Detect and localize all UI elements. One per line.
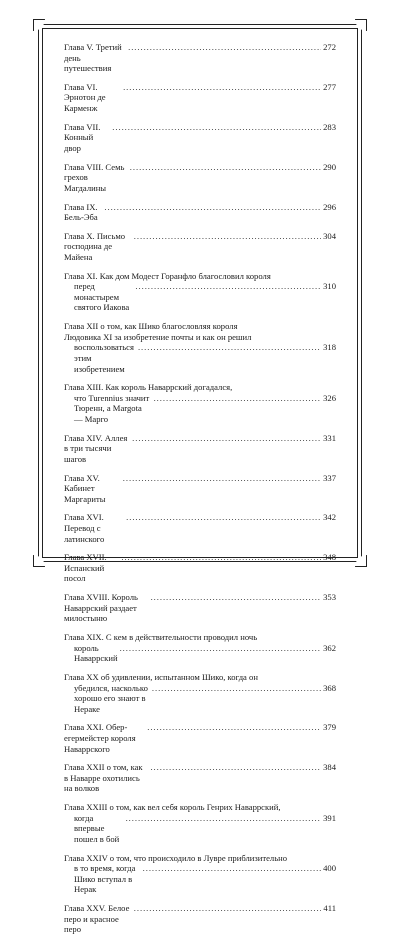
toc-entry[interactable] [64,802,336,844]
toc-page-number: 310 [323,281,336,292]
toc-entry-title-line: Глава XXV. Белое перо и красное перо [64,903,130,935]
toc-entry[interactable] [64,632,336,664]
toc-entry[interactable] [64,853,336,895]
toc-page-number: 304 [323,230,336,241]
toc-entry-title-line: когда впервые пошел в бой [74,812,120,844]
toc-page-number: 296 [323,201,336,212]
dot-leader [128,42,321,53]
toc-entry-title-line: Глава XXII о том, как в Наварре охотились на волков [64,762,143,794]
toc-page-number: 272 [323,42,336,52]
toc-entry-title-line: Глава XVII. Испанский посол [64,552,107,584]
toc-page-number: 348 [323,552,336,563]
toc-entry[interactable] [64,552,336,584]
dot-leader [104,202,321,213]
toc-entry-title-line: Глава XV. Кабинет Маргариты [64,472,106,504]
toc-entry-title-line: Людовика XI за изобретение почты и как он решил [64,331,252,342]
table-of-contents [64,42,336,943]
toc-entry[interactable] [64,382,336,424]
toc-entry-title-line: Глава XXIII о том, как вел себя король Генрих Наваррский, [64,802,281,813]
toc-entry-title-line: король Наваррский [74,642,118,664]
toc-entry-title-line: Глава XI. Как дом Модест Горанфло благословил короля [64,270,271,281]
toc-entry-title-line: Глава VI. Эрнотон де Карменж [64,81,106,114]
dot-leader [134,903,322,914]
toc-entry-title-line: Глава V. Третий день путешествия [64,42,122,74]
toc-entry[interactable] [64,512,336,544]
toc-entry-title-line: что Turennius значит Тюренн, а Margota — Марго [74,392,150,424]
toc-page-number: 411 [323,903,336,914]
toc-page-number: 290 [323,161,336,172]
toc-entry[interactable] [64,903,336,935]
toc-page-number: 362 [323,642,336,653]
toc-entry[interactable] [64,762,336,794]
toc-entry[interactable] [64,82,336,114]
toc-page-number: 326 [323,392,336,403]
dot-leader [132,433,321,444]
dot-leader [152,683,321,694]
dot-leader [123,82,321,93]
dot-leader [134,231,321,242]
toc-entry[interactable] [64,122,336,154]
toc-entry-title-line: Глава XVIII. Король Наваррский раздает милостыню [64,592,138,624]
toc-entry-title-line: Глава XII о том, как Шико благословляя короля [64,321,238,332]
toc-entry[interactable] [64,42,336,74]
dot-leader [143,863,321,874]
toc-entry-title-line: Глава XVI. Перевод с латинского [64,512,105,544]
toc-page-number: 368 [323,682,336,693]
dot-leader [126,512,321,523]
dot-leader [150,762,321,773]
toc-entry[interactable] [64,162,336,194]
toc-entry[interactable] [64,202,336,223]
toc-entry-title-line: Глава XIX. С кем в действительности проводил ночь [64,632,258,643]
dot-leader [120,643,322,654]
toc-entry[interactable] [64,592,336,624]
toc-entry[interactable] [64,672,336,714]
dot-leader [112,122,321,133]
toc-entry-title-line: перед монастырем святого Иакова [74,281,130,313]
toc-entry[interactable] [64,722,336,754]
toc-entry-title-line: Глава VIII. Семь грехов Магдалины [64,161,125,193]
toc-page-number: 400 [323,863,336,874]
toc-page-number: 384 [323,762,336,773]
toc-entry-title-line: в то время, когда Шико вступал в Нерак [74,863,136,895]
toc-page-number: 337 [323,472,336,483]
toc-page-number: 353 [323,592,336,603]
toc-entry-title-line: Глава XXIV о том, что происходило в Лувре приблизительно [64,852,288,863]
toc-page-number: 283 [323,121,336,132]
dot-leader [147,722,321,733]
dot-leader [121,552,321,563]
dot-leader [123,473,321,484]
toc-entry-title-line: Глава IX. Бель-Эба [64,201,98,223]
toc-entry-title-line: Глава XIV. Аллея в три тысячи шагов [64,432,128,464]
dot-leader [135,281,321,292]
toc-entry-title-line: Глава XX об удивлении, испытанном Шико, когда он [64,671,258,682]
toc-entry-title-line: Глава XIII. Как король Наваррский догадался, [64,382,233,393]
toc-page-number: 331 [323,432,336,443]
toc-entry-title-line: Глава X. Письмо господина де Майена [64,230,126,262]
dot-leader [126,813,322,824]
toc-page-number: 379 [323,722,336,733]
toc-entry[interactable] [64,271,336,313]
dot-leader [138,342,321,353]
toc-entry[interactable] [64,473,336,505]
toc-entry[interactable] [64,231,336,263]
toc-entry-title-line: Глава XXI. Обер-егермейстер короля Наваррского [64,722,136,754]
dot-leader [151,592,322,603]
toc-page-number: 391 [323,812,336,823]
toc-page-number: 318 [323,342,336,353]
toc-entry[interactable] [64,321,336,374]
toc-entry[interactable] [64,433,336,465]
toc-entry-title-line: убедился, насколько хорошо его знают в Нераке [74,682,148,714]
toc-page-number: 342 [323,512,336,523]
toc-entry-title-line: воспользоваться этим изобретением [74,342,134,374]
dot-leader [154,393,322,404]
toc-entry-title-line: Глава VII. Конный двор [64,121,101,153]
toc-page-number: 277 [323,81,336,92]
dot-leader [130,162,321,173]
